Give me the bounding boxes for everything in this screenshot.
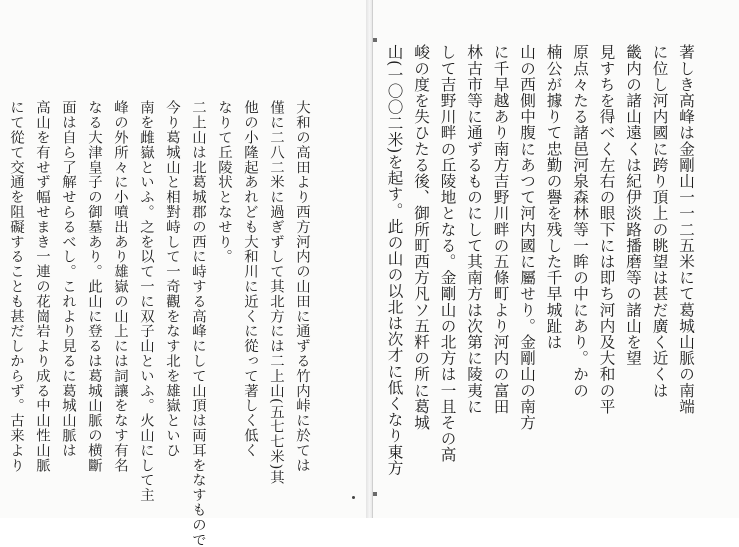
text-line: 山の西側中腹にあつて河内國に屬せり。金剛山の南方	[518, 44, 536, 431]
text-line: 大和の高田より西方河内の山田に通ずる竹内峠に於ては	[294, 100, 310, 473]
text-line: 今り葛城山と相對峙して一奇觀をなす北を雄嶽といひ	[164, 100, 180, 458]
text-line: にて從て交通を阻礙することも甚だしからず。古来より	[8, 100, 24, 473]
text-line: 面は自ら了解せらるべし。これより見るに葛城山脈は	[60, 100, 76, 458]
left-page-text	[3, 100, 315, 547]
text-line: 楠公が據りて忠勤の譽を残した千早城趾は	[544, 44, 563, 350]
text-line: 峰の外所々に小噴出あり雄嶽の山上には詞讓をなす有名	[112, 100, 128, 473]
text-line: に千早越あり南方吉野川畔の五條町より河内の富田	[491, 44, 510, 415]
text-line: 原点々たる諸邑河泉森林等一眸の中にあり。かの	[571, 44, 589, 399]
text-line: 山(一〇〇二米)を起す。此の山の以北は次才に低くなり東方	[385, 44, 404, 476]
text-line: 高山を有せず幅せまき一連の花崗岩より成る中山性山脈	[34, 100, 50, 473]
text-line: なりて丘陵状となせり。	[216, 100, 232, 264]
text-line: 他の小隆起あれども大和川に近くに從って著しく低く	[242, 100, 258, 458]
text-line: 二上山は北葛城郡の西に峙する高峰にして山頂は両耳をなすもので	[190, 100, 206, 547]
text-line: 畿内の諸山遠くは紀伊淡路播磨等の諸山を望	[624, 44, 642, 366]
text-line: して吉野川畔の丘陵地となる。金剛山の北方は一且その高	[438, 44, 457, 463]
text-line: 林古市等に通ずるものにして其南方は次第に陵夷に	[465, 44, 483, 415]
page-speck	[352, 496, 355, 499]
text-line: 著しき高峰は金剛山一一二五米にて葛城山脈の南端	[677, 44, 695, 415]
right-page	[372, 0, 739, 518]
scan-edge-mark	[373, 492, 377, 496]
right-page-text	[381, 44, 699, 492]
text-line: 南を雌嶽といふ。之を以て一に双子山といふ。火山にして主	[138, 100, 154, 503]
text-line: 峻の度を失ひたる後、御所町西方凡ソ五粁の所に葛城	[412, 44, 430, 431]
text-line: なる大津皇子の御墓あり。此山に登るは葛城山脈の横斷	[86, 100, 102, 473]
text-line: に位し河内國に跨り頂上の眺望は甚だ廣く近くは	[650, 44, 669, 399]
text-line: 僅に二八二米に過ぎずして其北方には二上山(五七七米)其	[268, 100, 284, 485]
scan-edge-mark	[373, 38, 377, 42]
left-page	[0, 0, 368, 547]
text-line: 見すちを得べく左右の眼下には即ち河内及大和の平	[597, 44, 616, 415]
